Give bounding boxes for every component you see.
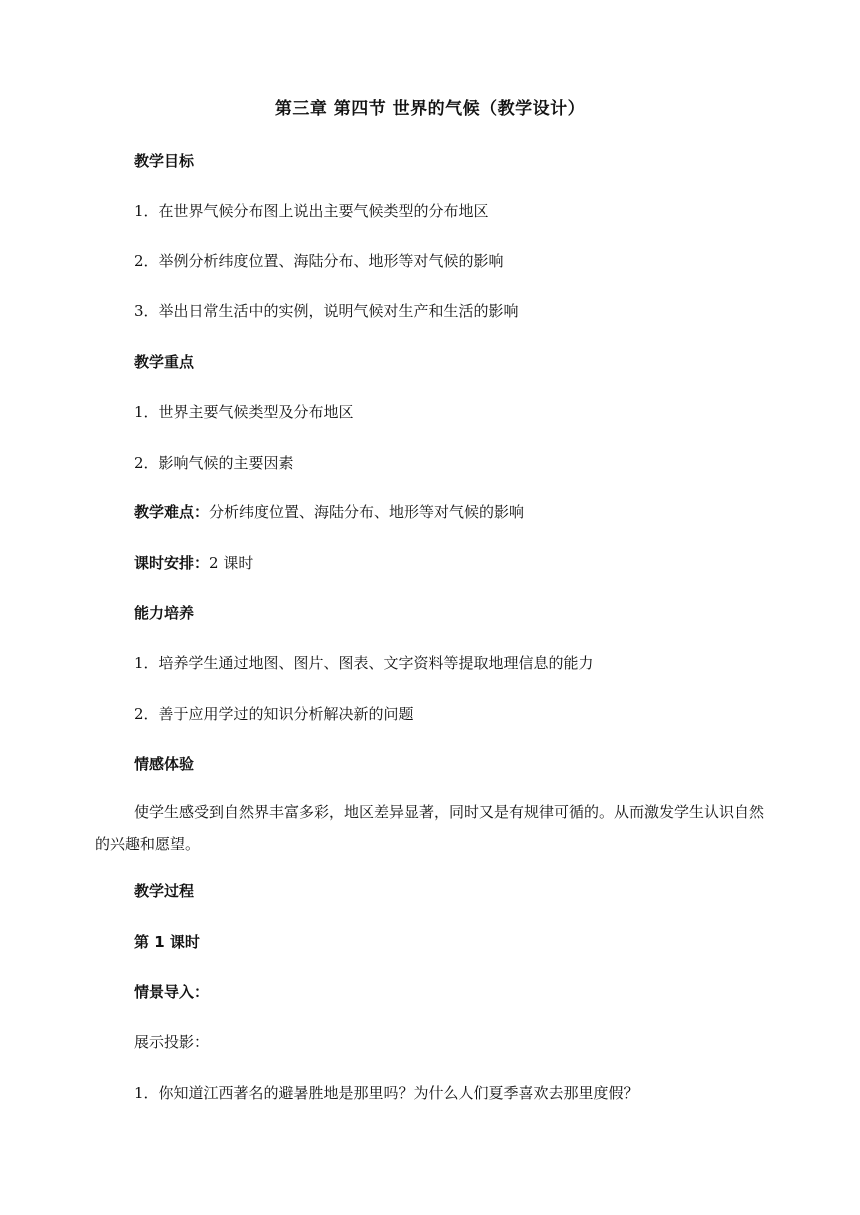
emotion-paragraph: 使学生感受到自然界丰富多彩，地区差异显著，同时又是有规律可循的。从而激发学生认识自然的兴趣和愿望。	[95, 803, 765, 853]
difficulty-line	[134, 501, 524, 522]
objective-item-1: 1．在世界气候分布图上说出主要气候类型的分布地区	[134, 202, 489, 220]
key-points-heading: 教学重点	[134, 353, 195, 371]
ability-item-2: 2．善于应用学过的知识分析解决新的问题	[134, 705, 414, 723]
objective-item-3: 3．举出日常生活中的实例，说明气候对生产和生活的影响	[134, 302, 519, 320]
lesson-heading: 第 1 课时	[134, 933, 200, 951]
emotion-heading: 情感体验	[134, 755, 195, 773]
process-heading: 教学过程	[134, 882, 195, 900]
document-title: 第三章 第四节 世界的气候（教学设计）	[274, 99, 586, 119]
schedule-label: 课时安排：	[134, 554, 210, 572]
difficulty-label: 教学难点：	[134, 503, 210, 521]
key-point-item-1: 1．世界主要气候类型及分布地区	[134, 403, 354, 421]
ability-item-1: 1．培养学生通过地图、图片、图表、文字资料等提取地理信息的能力	[134, 654, 594, 672]
question-item-1: 1．你知道江西著名的避暑胜地是那里吗？为什么人们夏季喜欢去那里度假？	[134, 1084, 639, 1102]
ability-heading: 能力培养	[134, 604, 195, 622]
difficulty-text: 分析纬度位置、海陆分布、地形等对气候的影响	[209, 503, 525, 521]
show-projection-label: 展示投影：	[134, 1033, 210, 1051]
key-point-item-2: 2．影响气候的主要因素	[134, 454, 294, 472]
objectives-heading: 教学目标	[134, 152, 195, 170]
schedule-text: 2 课时	[209, 554, 254, 572]
objective-item-2: 2．举例分析纬度位置、海陆分布、地形等对气候的影响	[134, 252, 504, 270]
intro-heading: 情景导入：	[134, 983, 210, 1001]
schedule-line	[134, 552, 253, 573]
